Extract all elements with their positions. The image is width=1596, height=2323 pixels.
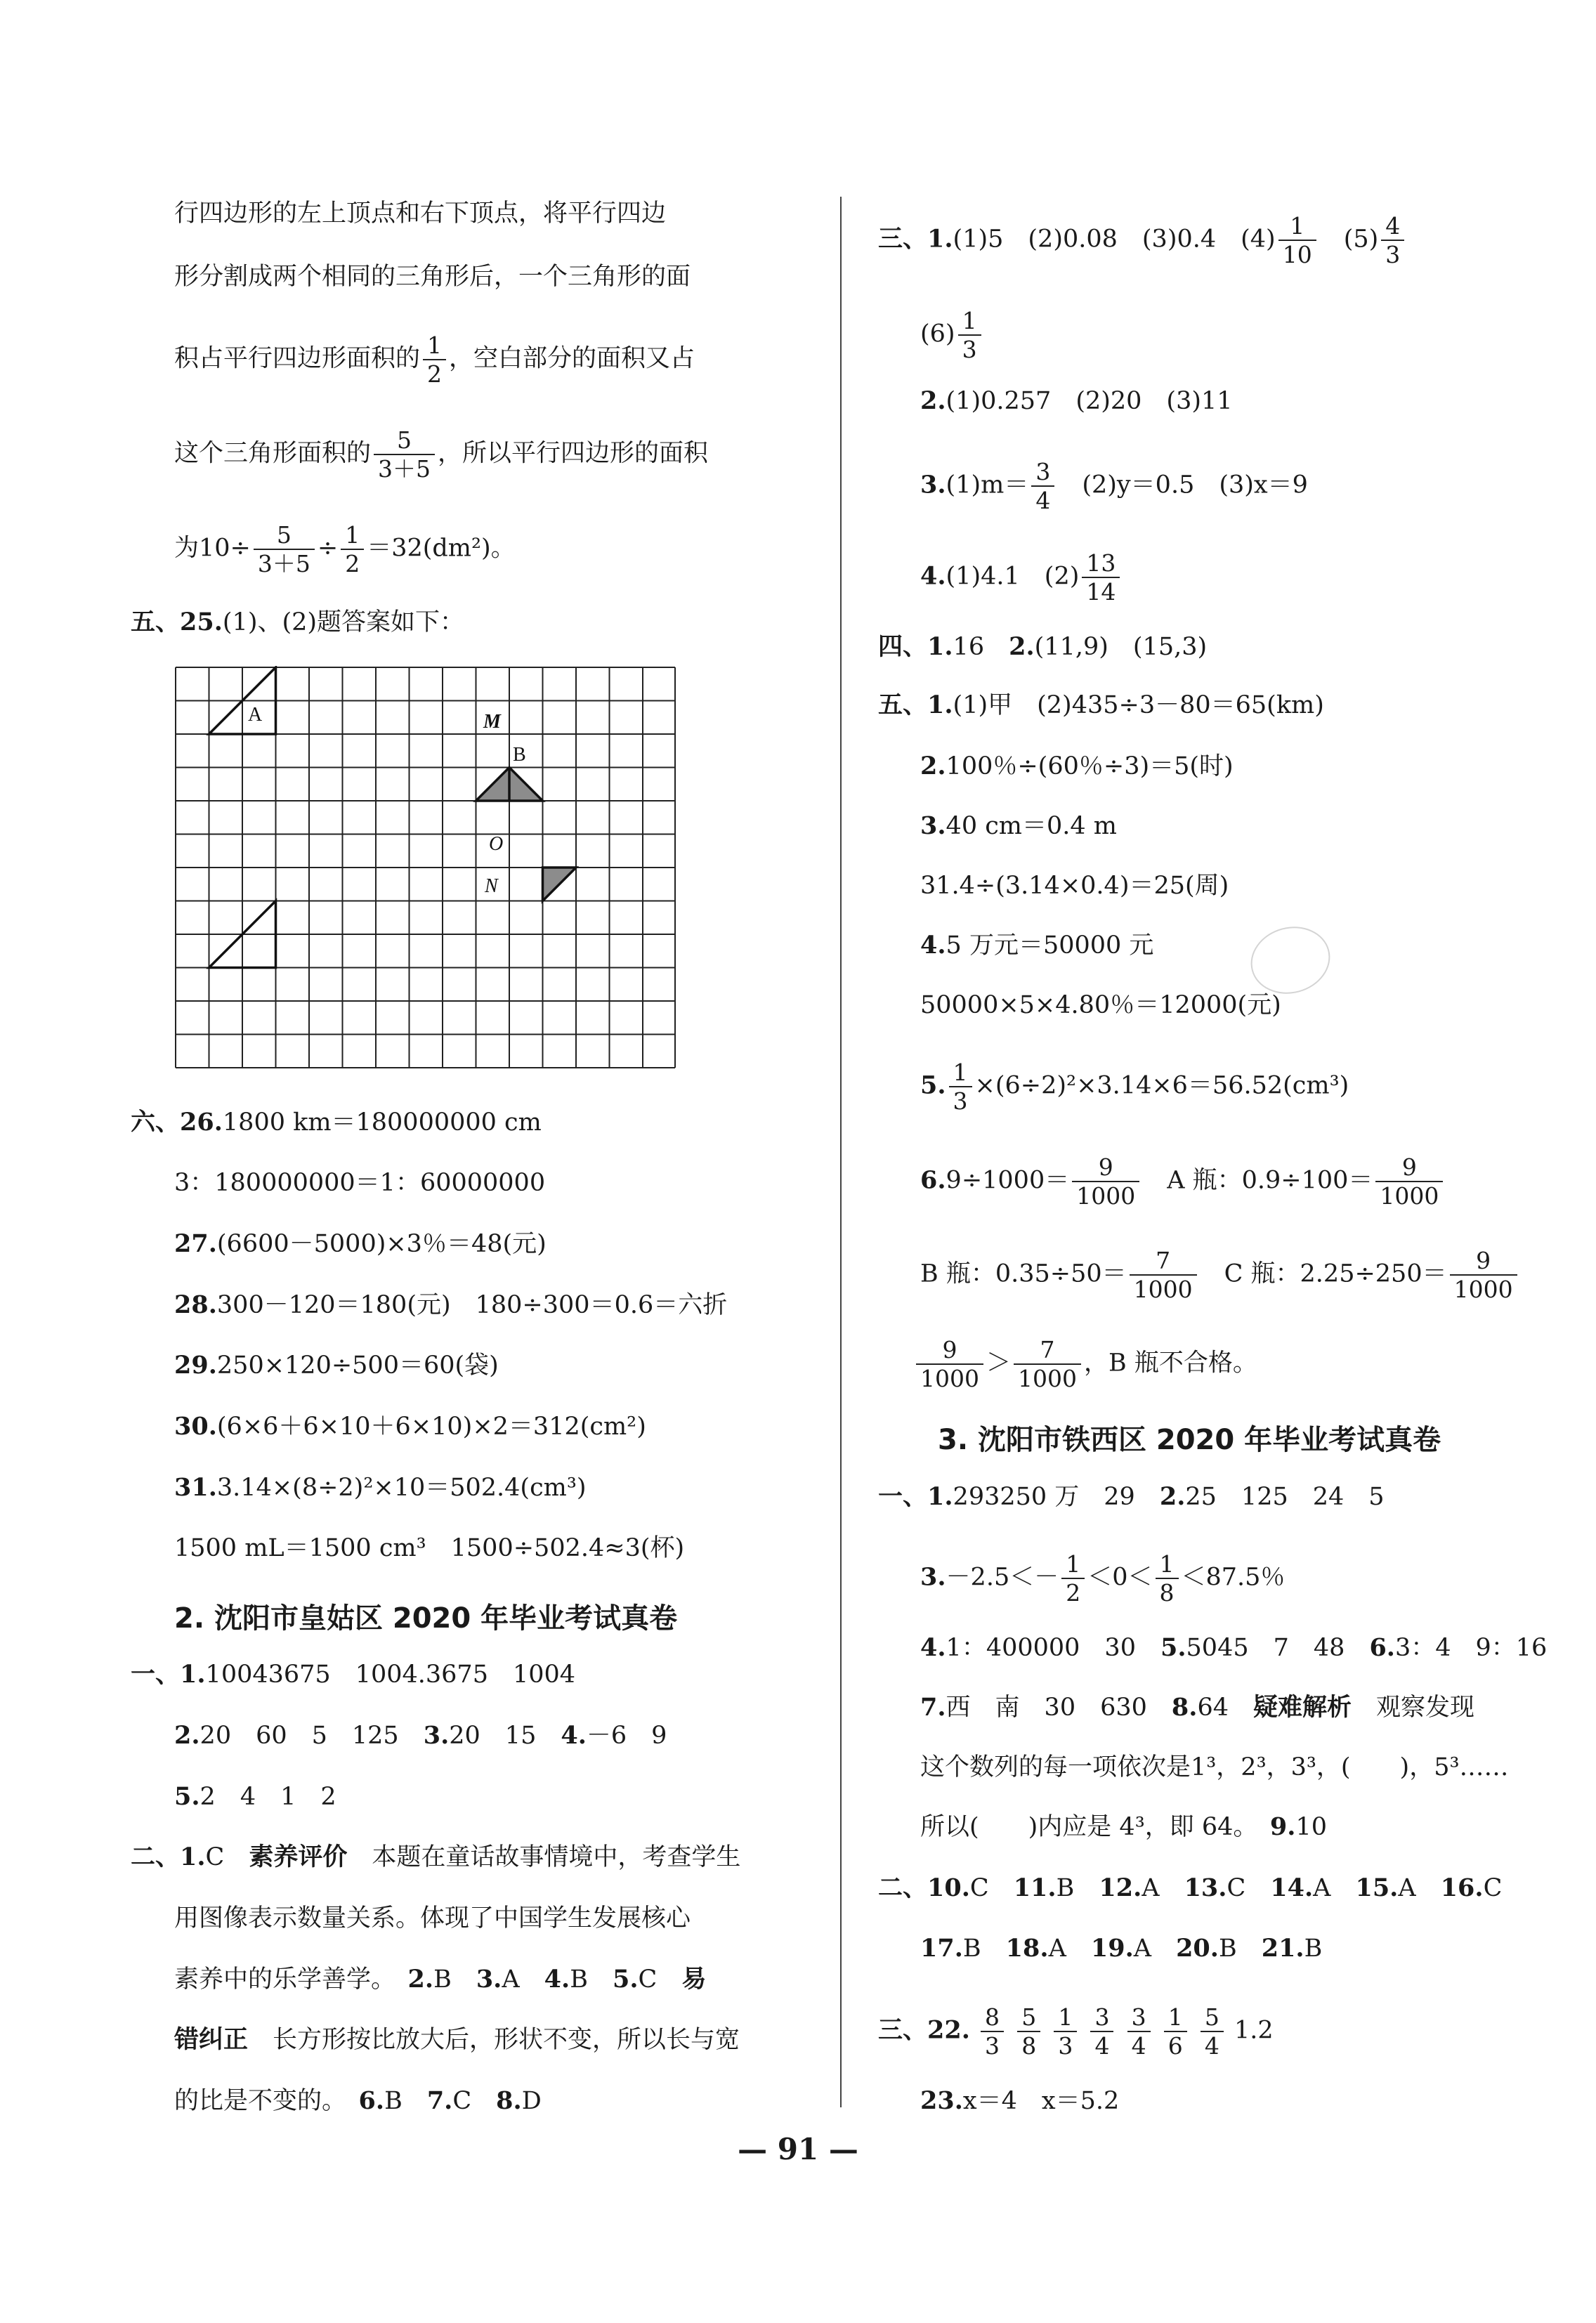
label-n: N <box>485 875 498 897</box>
r-q4: 4.(1)4.1 (2) $\frac{13}{14}$ <box>920 551 1123 603</box>
fraction: $\frac{7}{1000}$ <box>1130 1249 1197 1301</box>
grid-lines <box>176 667 675 1068</box>
solution-line-3: 积占平行四边形面积的 $\frac{1}{2}$ ，空白部分的面积又占 <box>174 332 695 388</box>
fraction: $\frac{5}{8}$ <box>1017 2005 1040 2057</box>
exam3-q23: 23.x＝4 x＝5.2 <box>920 2086 1120 2115</box>
triangle-o <box>543 868 577 901</box>
fraction: $\frac{13}{14}$ <box>1082 551 1120 603</box>
fraction: $\frac{7}{1000}$ <box>1014 1338 1081 1390</box>
fraction: $\frac{3}{4}$ <box>1090 2005 1113 2057</box>
answer-29: 29.250×120÷500＝60(袋) <box>174 1351 499 1380</box>
fraction: $\frac{3}{4}$ <box>1127 2005 1151 2057</box>
grid-figure <box>174 666 676 1070</box>
answer-26: 六、26.1800 km＝180000000 cm <box>131 1108 542 1137</box>
answer-28: 28.300－120＝180(元) 180÷300＝0.6＝六折 <box>174 1290 728 1319</box>
section-title-3: 3. 沈阳市铁西区 2020 年毕业考试真卷 <box>938 1424 1441 1456</box>
exam3-s2-a: 二、10.C 11.B 12.A 13.C 14.A 15.A 16.C <box>878 1873 1503 1902</box>
shapes <box>209 667 577 968</box>
r-s5-q3: 3.40 cm＝0.4 m <box>920 811 1117 840</box>
fraction: $\frac{9}{1000}$ <box>1450 1249 1517 1301</box>
r-s5-q2: 2.100％÷(60％÷3)＝5(时) <box>920 752 1234 780</box>
label-b: B <box>513 744 526 766</box>
answer-26b: 3：180000000＝1：60000000 <box>174 1169 546 1197</box>
answer-31: 31.3.14×(8÷2)²×10＝502.4(cm³) <box>174 1473 587 1502</box>
page-number: — 91 — <box>738 2132 858 2166</box>
fraction: $\frac{1}{2}$ <box>423 334 446 386</box>
tag-analysis: 疑难解析 <box>1253 1693 1352 1722</box>
r-s5-q6: 6.9÷1000＝ $\frac{9}{1000}$ A 瓶：0.9÷100＝ $\frac{9}{1000}$ <box>920 1156 1446 1208</box>
r-s5-q6c: $\frac{9}{1000}$ ＞ $\frac{7}{1000}$ ，B 瓶不合格。 <box>913 1338 1257 1390</box>
r-s5-q6b: B 瓶：0.35÷50＝ $\frac{7}{1000}$ C 瓶：2.25÷250＝ $\frac{9}{1000}$ <box>920 1249 1520 1301</box>
fraction: $\frac{1}{2}$ <box>1061 1552 1085 1604</box>
question-25: 五、25.(1)、(2)题答案如下： <box>131 608 465 636</box>
fraction: $\frac{1}{3}$ <box>949 1061 972 1113</box>
exam2-s2-q1: 二、1.C 素养评价 本题在童话故事情境中，考查学生 <box>131 1843 741 1871</box>
exam3-q1: 一、1.293250 万 29 2.25 125 24 5 <box>878 1482 1385 1511</box>
solution-line-1: 行四边形的左上顶点和右下顶点，将平行四边 <box>174 199 667 228</box>
r-s5-q4b: 50000×5×4.80％＝12000(元) <box>920 991 1281 1019</box>
r-q3: 3.(1)m＝ $\frac{3}{4}$ (2)y＝0.5 (3)x＝9 <box>920 458 1308 514</box>
exam3-q8-explain: 这个数列的每一项依次是1³，2³，3³，( )，5³…… <box>920 1753 1509 1781</box>
fraction: $\frac{1}{10}$ <box>1278 214 1316 266</box>
r-q2: 2.(1)0.257 (2)20 (3)11 <box>920 386 1233 415</box>
r-s5-q5: 5. $\frac{1}{3}$ ×(6÷2)²×3.14×6＝56.52(cm³) <box>920 1059 1349 1115</box>
exam2-q5: 5.2 4 1 2 <box>174 1782 336 1811</box>
r-s5-q3b: 31.4÷(3.14×0.4)＝25(周) <box>920 872 1229 900</box>
fraction: $\frac{4}{3}$ <box>1381 214 1404 266</box>
fraction: $\frac{1}{3}$ <box>958 309 981 361</box>
column-divider <box>840 197 842 2107</box>
fraction: $\frac{8}{3}$ <box>981 2005 1004 2057</box>
fraction: $\frac{1}{2}$ <box>341 523 364 575</box>
answer-31b: 1500 mL＝1500 cm³ 1500÷502.4≈3(杯) <box>174 1534 685 1562</box>
fraction: $\frac{1}{6}$ <box>1164 2005 1187 2057</box>
exam3-q4: 4.1：400000 30 5.5045 7 48 6.3：4 9：16 <box>920 1633 1548 1662</box>
exam2-q1: 一、1.10043675 1004.3675 1004 <box>131 1660 576 1689</box>
solution-line-5: 为10÷ $\frac{5}{3+5}$ ÷ $\frac{1}{2}$ ＝32(dm²)。 <box>174 521 516 577</box>
label-a: A <box>248 704 263 726</box>
fraction: $\frac{5}{3+5}$ <box>374 428 435 480</box>
fraction: $\frac{5}{3+5}$ <box>254 523 315 575</box>
fraction: $\frac{1}{3}$ <box>1054 2005 1077 2057</box>
r-s5-q1: 五、1.(1)甲 (2)435÷3－80＝65(km) <box>878 691 1324 719</box>
label-o: O <box>489 833 504 855</box>
fraction: $\frac{5}{4}$ <box>1201 2005 1224 2057</box>
r-q1-6: (6) $\frac{1}{3}$ <box>920 309 984 361</box>
exam3-q7: 7.西 南 30 630 8.64 疑难解析 观察发现 <box>920 1693 1475 1722</box>
fraction: $\frac{9}{1000}$ <box>1072 1156 1139 1208</box>
answer-27: 27.(6600－5000)×3％＝48(元) <box>174 1229 547 1258</box>
exam2-s2-line3: 素养中的乐学善学。 2.B 3.A 4.B 5.C 易 <box>174 1965 707 1994</box>
tag-literacy: 素养评价 <box>249 1843 348 1871</box>
fraction: $\frac{9}{1000}$ <box>916 1338 983 1390</box>
exam3-s2-b: 17.B 18.A 19.A 20.B 21.B <box>920 1934 1323 1963</box>
exam2-s2-line5: 的比是不变的。 6.B 7.C 8.D <box>174 2086 542 2115</box>
solution-line-2: 形分割成两个相同的三角形后，一个三角形的面 <box>174 263 691 291</box>
r-s4: 四、1.16 2.(11,9) (15,3) <box>878 632 1208 661</box>
exam2-q2: 2.20 60 5 125 3.20 15 4.－6 9 <box>174 1721 667 1750</box>
r-s5-q4: 4.5 万元＝50000 元 <box>920 931 1154 960</box>
exam2-s2-line2: 用图像表示数量关系。体现了中国学生发展核心 <box>174 1904 691 1932</box>
exam3-s3-q22: 三、22. $\frac{8}{3}$ $\frac{5}{8}$ $\frac{1}{3}$ $\frac{3}{4}$ $\frac{3}{4}$ $\frac{1}{6}$ $\frac{5}{4}$ 1.2 <box>878 2003 1274 2060</box>
r-q1: 三、1.(1)5 (2)0.08 (3)0.4 (4) $\frac{1}{10}$ (5) $\frac{4}{3}$ <box>878 214 1407 266</box>
section-title-2: 2. 沈阳市皇姑区 2020 年毕业考试真卷 <box>174 1602 678 1635</box>
answer-30: 30.(6×6＋6×10＋6×10)×2＝312(cm²) <box>174 1412 646 1441</box>
label-m: M <box>483 711 501 733</box>
fraction: $\frac{9}{1000}$ <box>1375 1156 1443 1208</box>
exam2-s2-line4: 错纠正 长方形按比放大后，形状不变，所以长与宽 <box>174 2025 740 2054</box>
fraction: $\frac{3}{4}$ <box>1031 460 1054 512</box>
solution-line-4: 这个三角形面积的 $\frac{5}{3+5}$ ，所以平行四边形的面积 <box>174 426 709 483</box>
exam3-q3: 3.－2.5＜－ $\frac{1}{2}$ ＜0＜ $\frac{1}{8}$ ＜87.5％ <box>920 1550 1286 1607</box>
exam3-q8-explain2: 所以( )内应是 4³，即 64。 9.10 <box>920 1812 1328 1841</box>
fraction: $\frac{1}{8}$ <box>1156 1552 1179 1604</box>
